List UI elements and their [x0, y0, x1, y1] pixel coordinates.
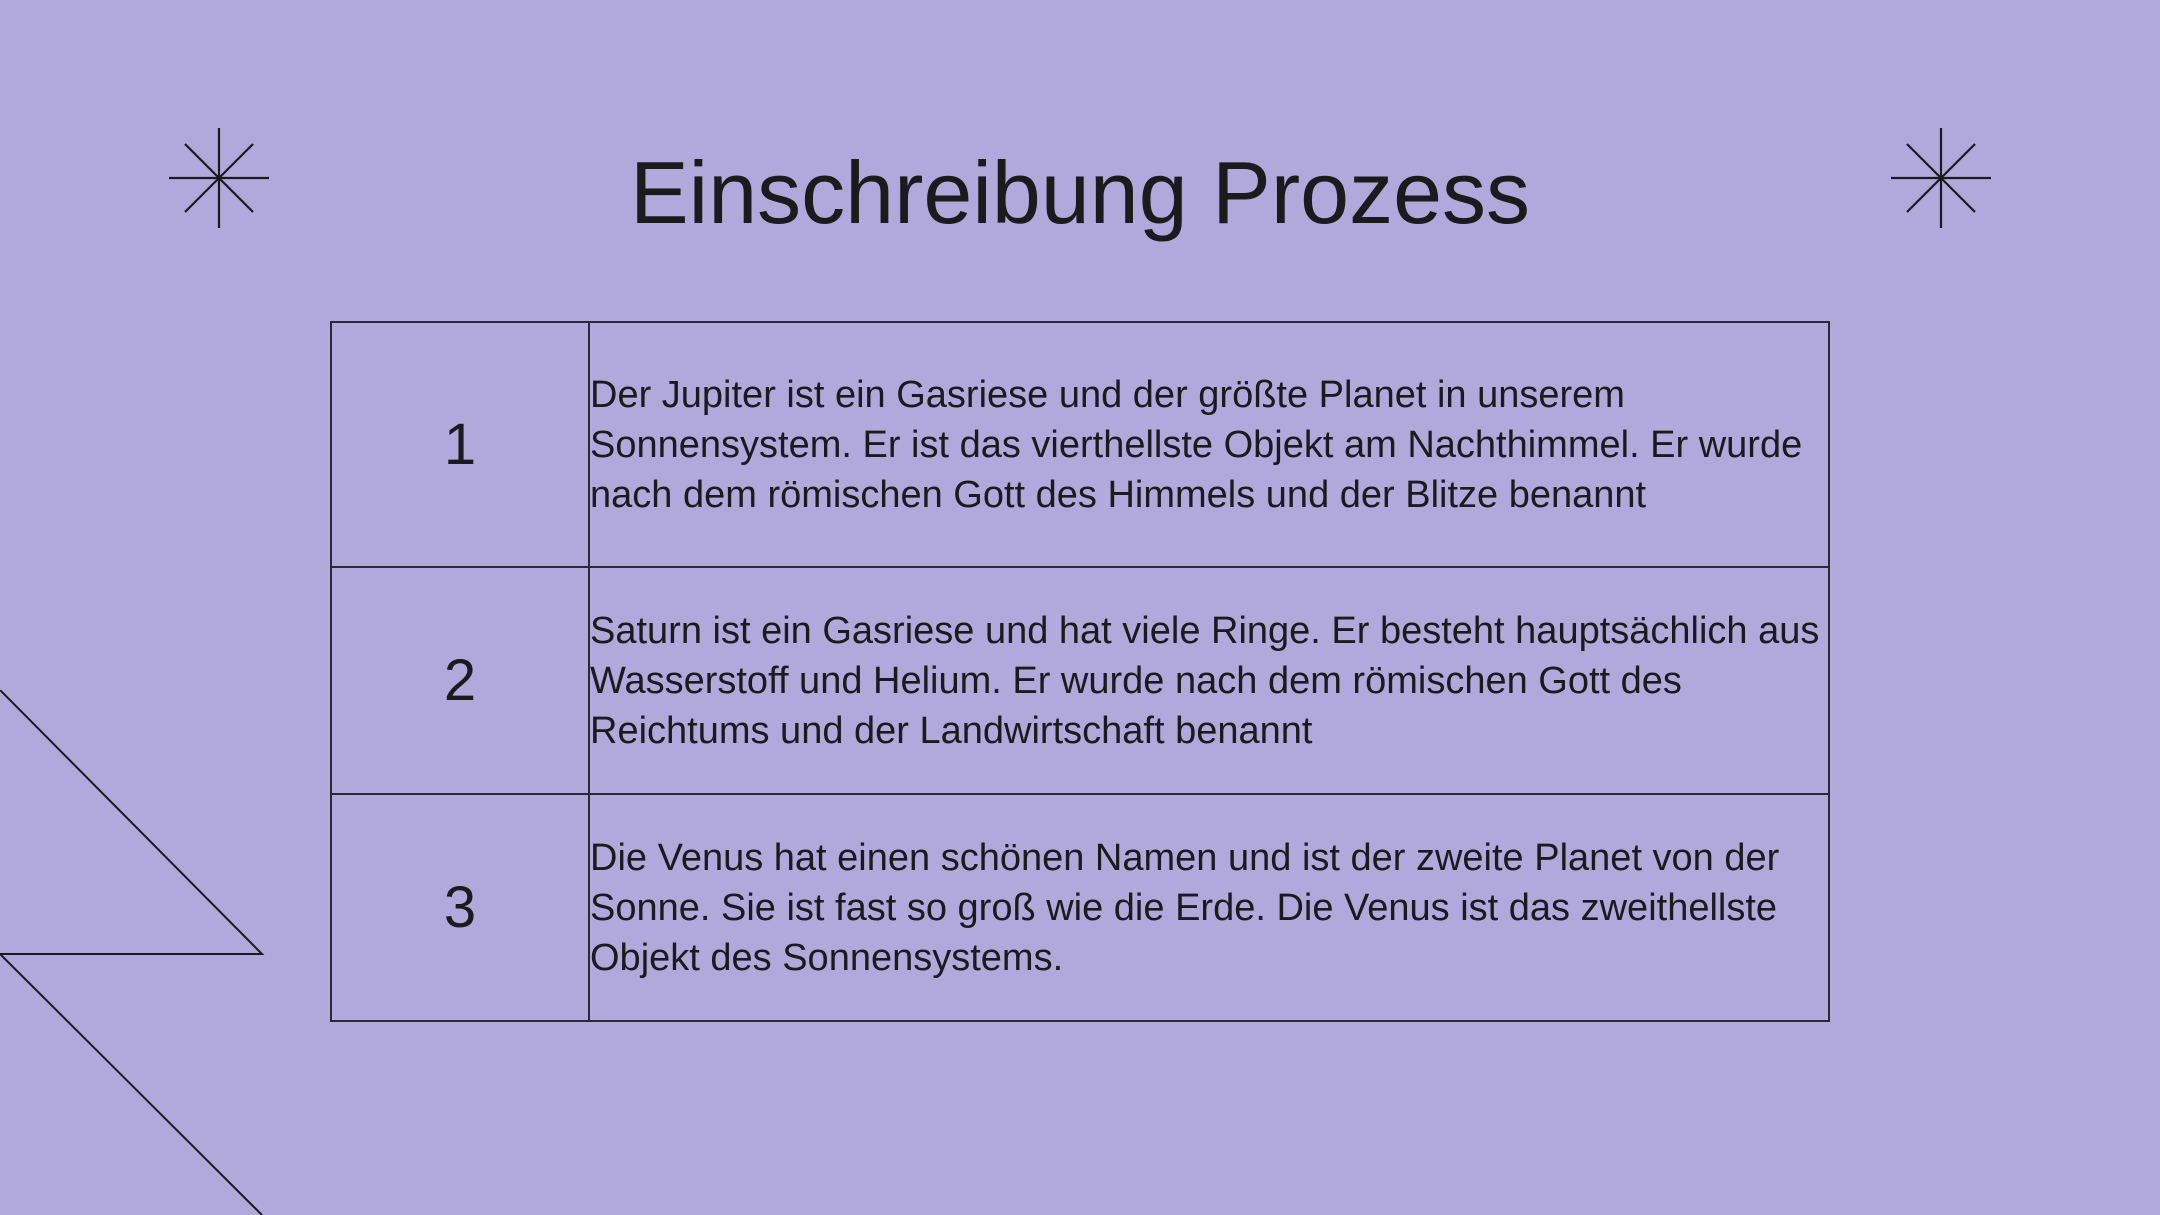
triangle-outline-icon	[0, 690, 270, 1215]
step-number: 1	[331, 322, 589, 567]
table-row	[331, 322, 1829, 567]
step-number: 3	[331, 794, 589, 1021]
step-description: Der Jupiter ist ein Gasriese und der größte Planet in unserem Sonnensystem. Er ist das vierthellste Objekt am Nachthimmel. Er wurde nach dem römischen Gott des Himmels und der Blitze benannt	[589, 322, 1829, 567]
table-row	[331, 567, 1829, 794]
process-table	[330, 321, 1830, 1022]
page-title: Einschreibung Prozess	[629, 143, 1531, 242]
table-row	[331, 794, 1829, 1021]
step-description: Die Venus hat einen schönen Namen und ist der zweite Planet von der Sonne. Sie ist fast so groß wie die Erde. Die Venus ist das zweithellste Objekt des Sonnensystems.	[589, 794, 1829, 1021]
asterisk-star-icon	[1889, 126, 1993, 230]
step-description: Saturn ist ein Gasriese und hat viele Ringe. Er besteht hauptsächlich aus Wasserstoff und Helium. Er wurde nach dem römischen Gott des Reichtums und der Landwirtschaft benannt	[589, 567, 1829, 794]
step-number: 2	[331, 567, 589, 794]
